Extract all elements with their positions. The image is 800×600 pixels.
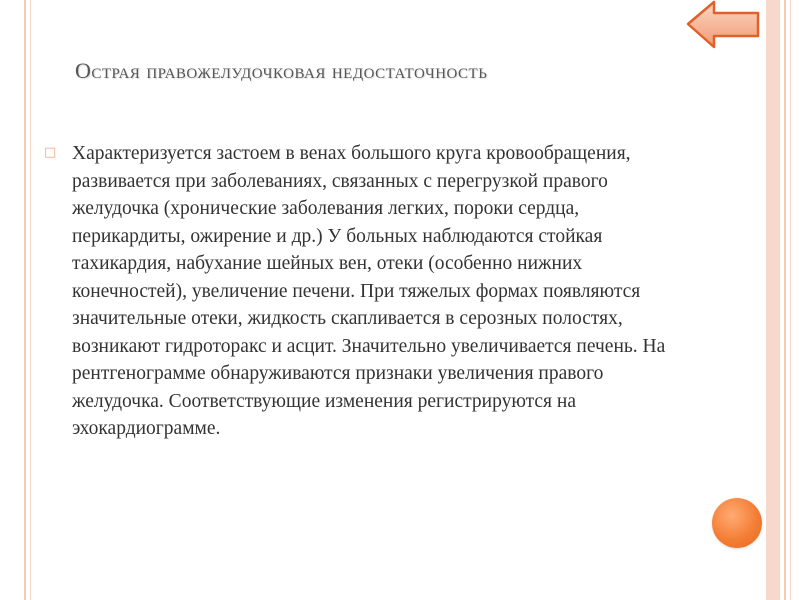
left-arrow-icon [684,0,762,50]
body-text: Характеризуется застоем в венах большого круга кровообращения, развивается при заболеваниях, связанных с перегрузкой правого желудочка (хронические заболевания легких, пороки сердца, перикардиты, ожирение и др.) У больных наблюдаются стойкая тахикардия, набухание шейных вен, отеки (особенно нижних конечностей), увеличение печени. При тяжелых формах появляются значительные отеки, жидкость скапливается в серозных полостях, возникают гидроторакс и асцит. Значительно увеличивается печень. На рентгенограмме обнаруживаются признаки увеличения правого желудочка. Соответствующие изменения регистрируются на эхокардиограмме. [72,143,666,439]
right-border-line-outer [790,0,791,600]
right-border-band [766,0,780,600]
right-border-line [784,0,786,600]
orange-circle-decoration [712,498,762,548]
left-border-line-inner [30,0,31,600]
back-button[interactable] [684,0,762,50]
hollow-square-bullet-icon: □ [44,145,57,160]
left-border-line [24,0,26,600]
slide-title: Острая правожелудочковая недостаточность [75,58,488,83]
